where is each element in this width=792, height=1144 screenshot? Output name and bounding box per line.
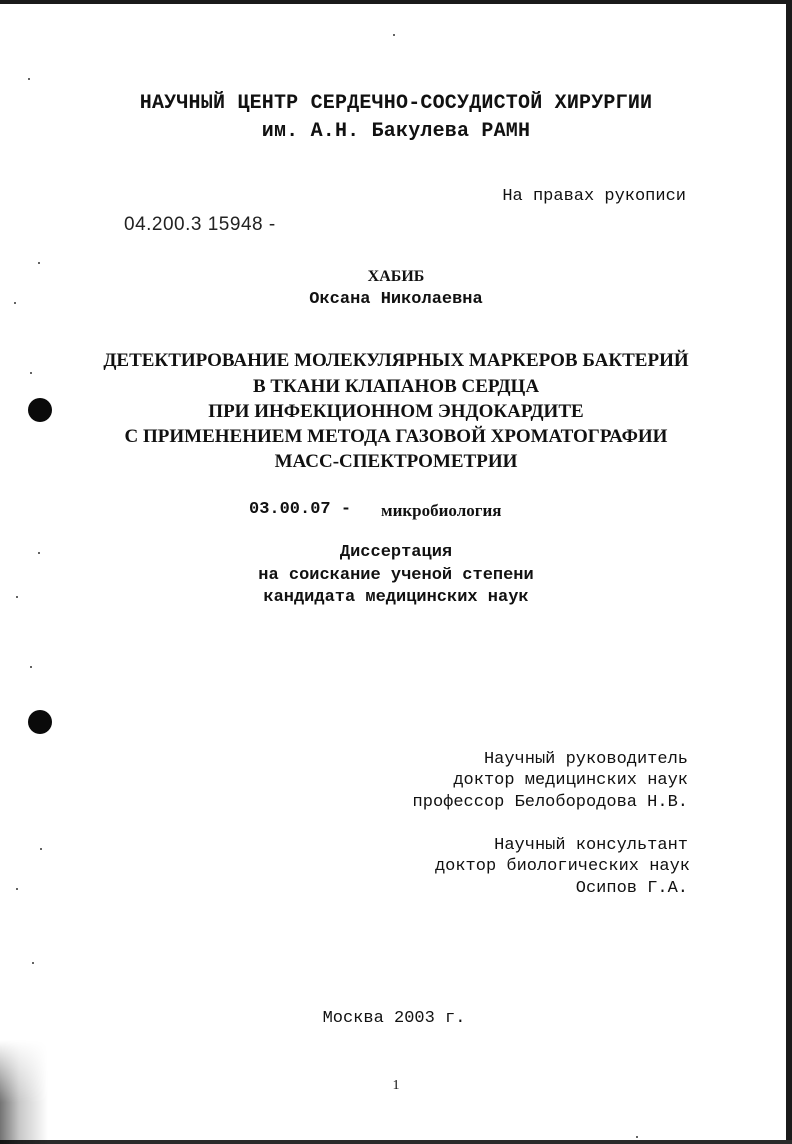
thesis-title-line: ПРИ ИНФЕКЦИОННОМ ЭНДОКАРДИТЕ [208, 401, 584, 422]
thesis-title-line: С ПРИМЕНЕНИЕМ МЕТОДА ГАЗОВОЙ ХРОМАТОГРАФИИ [124, 426, 668, 447]
author-first-middle-name: Оксана Николаевна [309, 290, 483, 309]
consultant-degree: доктор биологических наук [434, 857, 690, 876]
scan-speck [32, 962, 34, 964]
scan-speck [30, 666, 32, 668]
consultant-role: Научный консультант [494, 836, 688, 855]
specialty-code: 03.00.07 - [249, 500, 352, 519]
thesis-title-line: МАСС-СПЕКТРОМЕТРИИ [274, 451, 518, 472]
supervisor-role: Научный руководитель [483, 750, 688, 769]
specialty-name: микробиология [381, 501, 502, 520]
supervisor-name: профессор Белобородова Н.В. [412, 793, 688, 812]
page-number: 1 [392, 1078, 400, 1093]
archive-stamp: 04.200.3 15948 - [124, 214, 276, 235]
scan-speck [40, 848, 42, 850]
institution-name: НАУЧНЫЙ ЦЕНТР СЕРДЕЧНО-СОСУДИСТОЙ ХИРУРГИИ [139, 92, 653, 115]
scan-top-edge [0, 0, 792, 4]
author-last-name: ХАБИБ [367, 268, 425, 285]
scan-speck [636, 1136, 638, 1138]
scan-speck [28, 78, 30, 80]
manuscript-note: На правах рукописи [502, 187, 686, 206]
scan-speck [38, 262, 40, 264]
dissertation-label: Диссертация [339, 543, 453, 562]
dissertation-field-line: кандидата медицинских наук [263, 588, 529, 607]
punch-hole-lower [28, 710, 52, 734]
scan-speck [393, 34, 395, 36]
institution-affiliation: им. А.Н. Бакулева РАМН [261, 120, 531, 143]
thesis-title-line: В ТКАНИ КЛАПАНОВ СЕРДЦА [252, 376, 540, 397]
scan-bottom-edge [0, 1140, 792, 1144]
consultant-name: Осипов Г.А. [575, 879, 688, 898]
supervisor-degree: доктор медицинских наук [453, 771, 688, 790]
dissertation-degree-line: на соискание ученой степени [258, 566, 534, 585]
thesis-title-line: ДЕТЕКТИРОВАНИЕ МОЛЕКУЛЯРНЫХ МАРКЕРОВ БАКТЕРИЙ [103, 350, 689, 371]
scan-speck [30, 372, 32, 374]
scan-speck [16, 888, 18, 890]
city-year: Москва 2003 г. [322, 1009, 466, 1028]
